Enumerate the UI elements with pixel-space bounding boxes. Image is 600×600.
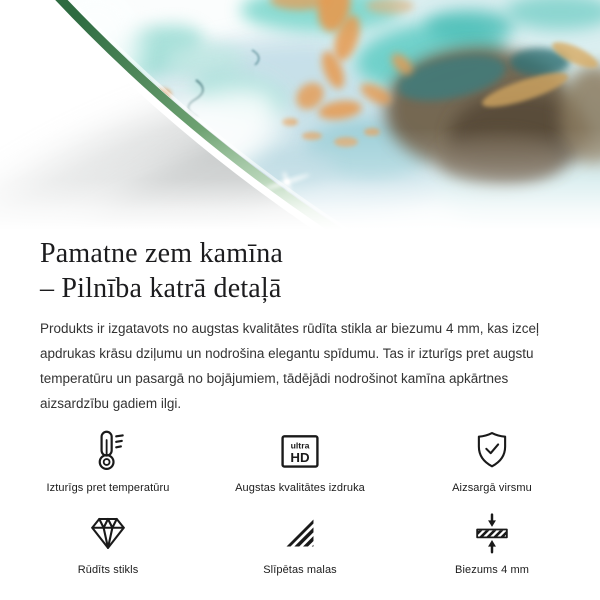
feature-protects-surface [396,428,588,494]
feature-label: Aizsargā virsmu [452,482,532,494]
features-grid [0,416,600,576]
feature-label: Augstas kvalitātes izdruka [235,482,365,494]
diamond-icon [87,510,129,556]
thickness-icon [471,510,513,556]
hero-image [0,0,600,230]
ultra-hd-icon [278,428,322,474]
feature-print-quality [204,428,396,494]
feature-label: Izturīgs pret temperatūru [46,482,170,494]
page-title-line1: Pamatne zem kamīna [40,238,284,269]
thermometer-icon [86,428,130,474]
feature-polished-edges [204,510,396,576]
shield-check-icon [471,428,513,474]
feature-tempered-glass [12,510,204,576]
ultra-hd-text-bottom: HD [290,450,310,465]
feature-thickness [396,510,588,576]
glass-disc-photo [0,0,600,230]
feature-label: Slīpētas malas [263,564,337,576]
feature-label: Biezums 4 mm [455,564,529,576]
page-title-line2: – Pilnība katrā detaļā [40,273,282,304]
beveled-edges-icon [281,510,319,556]
feature-label: Rūdīts stikls [77,564,139,576]
ultra-hd-text-top: ultra [290,440,310,451]
feature-temperature [12,428,204,494]
page-title [40,236,560,306]
product-description: Produkts ir izgatavots no augstas kvalitātes rūdīta stikla ar biezumu 4 mm, kas izceļ apdrukas krāsu dziļumu un nodrošina elegantu spīdumu. Tas ir izturīgs pret augstu temperatūru un pasargā no bojājumiem, tādējādi nodrošinot kamīna apkārtnes aizsardzību gadiem ilgi. [40,321,539,411]
